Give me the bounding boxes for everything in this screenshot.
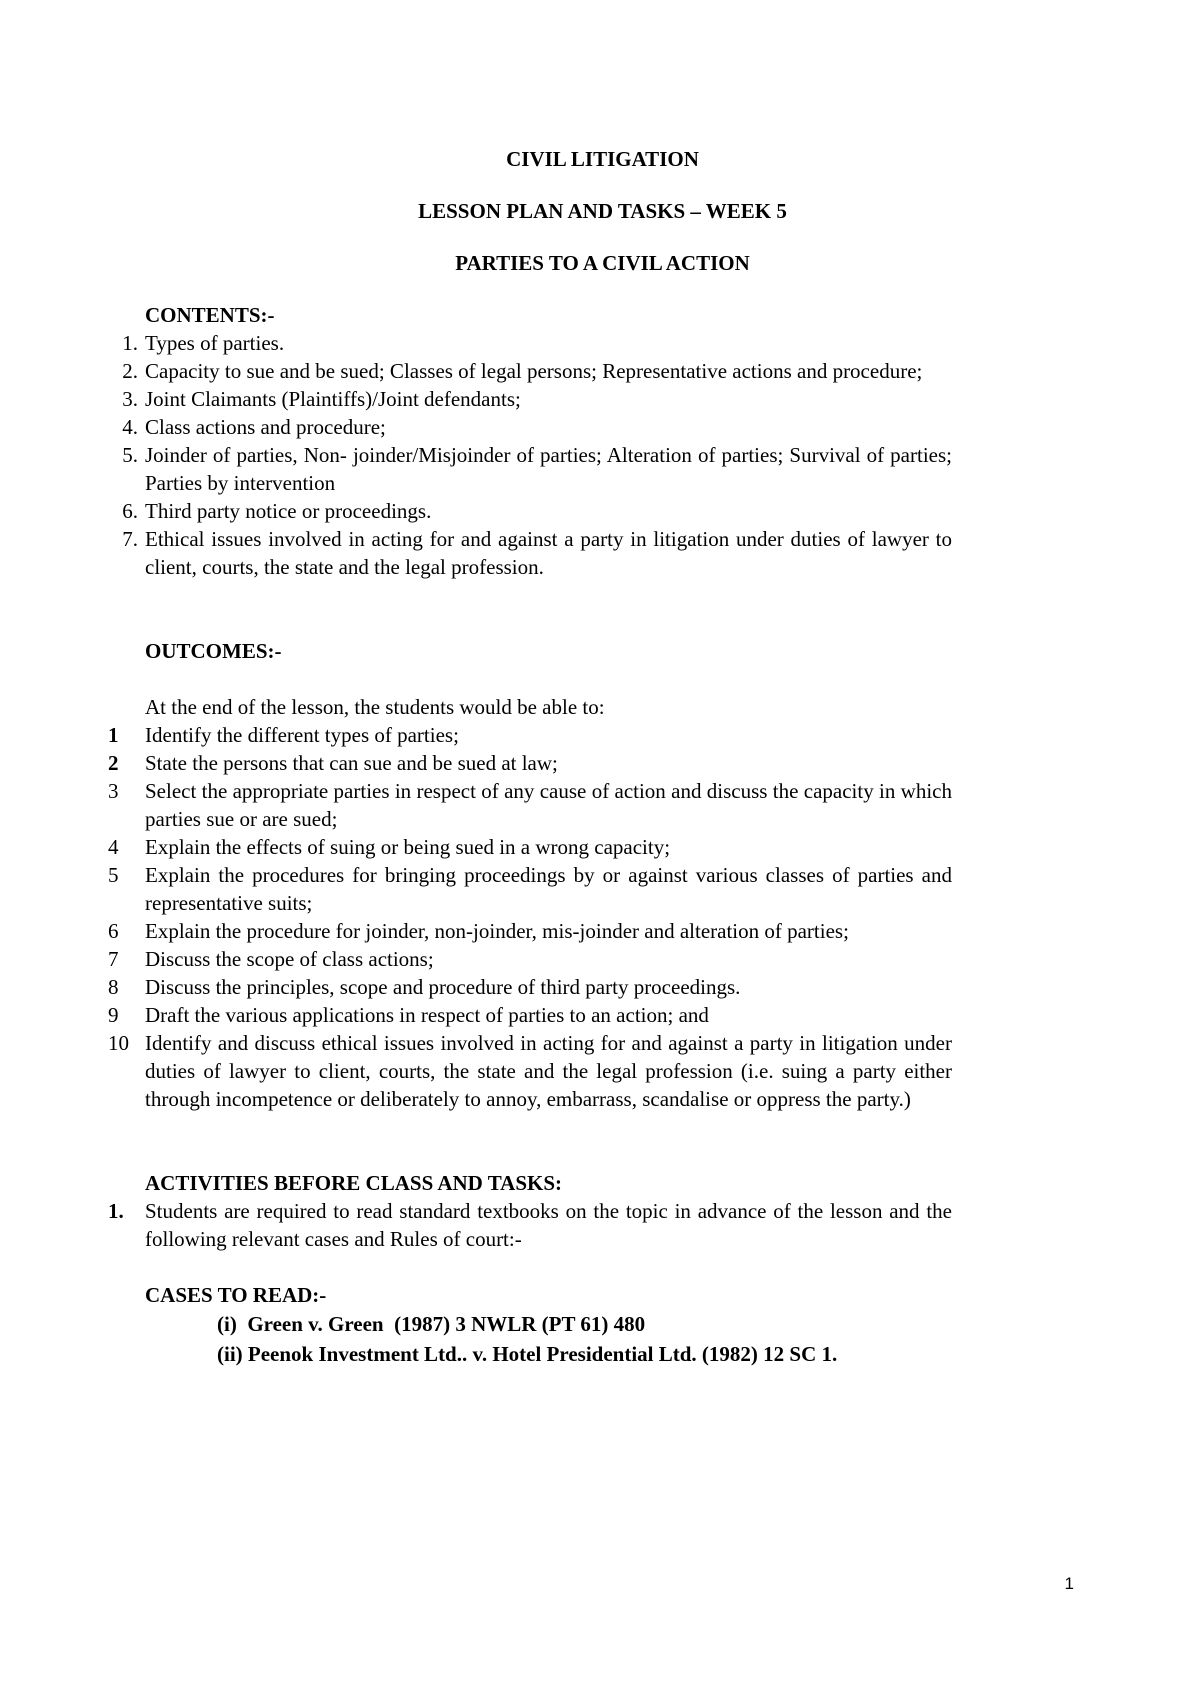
item-text: Third party notice or proceedings. (145, 499, 432, 523)
item-number: 1. (108, 1199, 124, 1223)
outcomes-list (108, 721, 952, 1113)
document-topic: PARTIES TO A CIVIL ACTION (455, 251, 750, 275)
page-content (108, 145, 1060, 1369)
case-item (217, 1339, 1060, 1369)
item-number: 7. (122, 527, 138, 551)
list-item (122, 525, 952, 581)
case-item (217, 1309, 1060, 1339)
item-text: Joint Claimants (Plaintiffs)/Joint defendants; (145, 387, 521, 411)
item-number: 5 (108, 863, 119, 887)
contents-heading: CONTENTS:- (145, 303, 275, 327)
list-item (108, 833, 952, 861)
case-label: (ii) (217, 1342, 243, 1366)
page-number: 1 (1064, 1574, 1074, 1593)
list-item (108, 973, 952, 1001)
item-text: Class actions and procedure; (145, 415, 386, 439)
item-text: Discuss the scope of class actions; (145, 947, 434, 971)
item-number: 5. (122, 443, 138, 467)
item-number: 4. (122, 415, 138, 439)
list-item (108, 945, 952, 973)
case-label: (i) (217, 1312, 237, 1336)
cases-heading: CASES TO READ:- (145, 1283, 327, 1307)
list-item (122, 385, 952, 413)
activities-list (108, 1197, 952, 1253)
item-text: Identify the different types of parties; (145, 723, 459, 747)
item-text: Capacity to sue and be sued; Classes of legal persons; Representative actions and procedure; (145, 359, 923, 383)
item-text: State the persons that can sue and be sued at law; (145, 751, 558, 775)
item-text: Explain the effects of suing or being sued in a wrong capacity; (145, 835, 671, 859)
item-number: 3. (122, 387, 138, 411)
document-subtitle: LESSON PLAN AND TASKS – WEEK 5 (418, 199, 787, 223)
item-number: 10 (108, 1031, 129, 1055)
item-text: Draft the various applications in respect of parties to an action; and (145, 1003, 709, 1027)
item-number: 7 (108, 947, 119, 971)
item-number: 1 (108, 723, 119, 747)
case-citation: Peenok Investment Ltd.. v. Hotel Presidential Ltd. (1982) 12 SC 1. (247, 1342, 838, 1366)
item-number: 9 (108, 1003, 119, 1027)
item-text: Discuss the principles, scope and procedure of third party proceedings. (145, 975, 741, 999)
cases-list (145, 1309, 1060, 1369)
list-item (108, 1029, 952, 1113)
list-item (122, 413, 952, 441)
case-citation: Green v. Green (1987) 3 NWLR (PT 61) 480 (247, 1312, 646, 1336)
item-text: Select the appropriate parties in respect of any cause of action and discuss the capacity in which parties sue or are sued; (145, 779, 952, 831)
item-number: 4 (108, 835, 119, 859)
item-text: Identify and discuss ethical issues involved in acting for and against a party in litigation under duties of lawyer to client, courts, the state and the legal profession (i.e. suing a party either through incompetence or deliberately to annoy, embarrass, scandalise or oppress the party.) (145, 1031, 952, 1111)
list-item (108, 861, 952, 917)
list-item (108, 917, 952, 945)
list-item (122, 497, 952, 525)
item-text: Ethical issues involved in acting for and against a party in litigation under duties of lawyer to client, courts, the state and the legal profession. (145, 527, 952, 579)
list-item (122, 357, 952, 385)
list-item (122, 441, 952, 497)
list-item (108, 1001, 952, 1029)
contents-list (122, 329, 952, 581)
item-text: Explain the procedures for bringing proceedings by or against various classes of parties and representative suits; (145, 863, 952, 915)
list-item (108, 777, 952, 833)
document-title: CIVIL LITIGATION (506, 147, 699, 171)
item-number: 3 (108, 779, 119, 803)
item-number: 6 (108, 919, 119, 943)
item-number: 6. (122, 499, 138, 523)
item-number: 1. (122, 331, 138, 355)
item-text: Students are required to read standard textbooks on the topic in advance of the lesson and the following relevant cases and Rules of court:- (145, 1199, 952, 1251)
item-text: Explain the procedure for joinder, non-joinder, mis-joinder and alteration of parties; (145, 919, 849, 943)
outcomes-heading: OUTCOMES:- (145, 639, 282, 663)
outcomes-intro: At the end of the lesson, the students would be able to: (145, 695, 605, 719)
item-number: 2 (108, 751, 119, 775)
item-text: Types of parties. (145, 331, 285, 355)
list-item (108, 1197, 952, 1253)
item-number: 2. (122, 359, 138, 383)
list-item (108, 721, 952, 749)
activities-heading: ACTIVITIES BEFORE CLASS AND TASKS: (145, 1171, 563, 1195)
item-text: Joinder of parties, Non- joinder/Misjoinder of parties; Alteration of parties; Survival of parties; Parties by intervention (145, 443, 952, 495)
item-number: 8 (108, 975, 119, 999)
list-item (108, 749, 952, 777)
list-item (122, 329, 952, 357)
